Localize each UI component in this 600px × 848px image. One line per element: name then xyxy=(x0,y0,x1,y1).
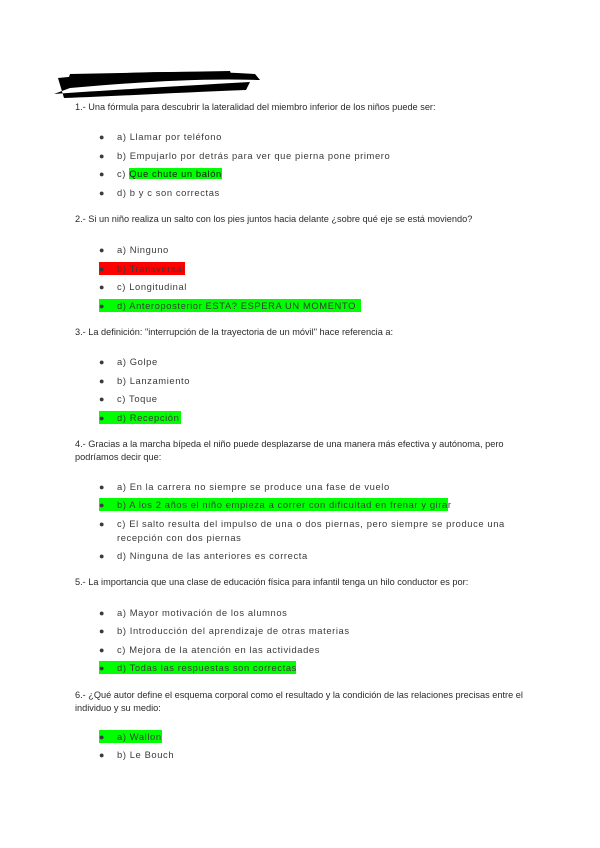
option-text: c) Toque xyxy=(117,393,158,404)
option-text: d) Ninguna de las anteriores es correcta xyxy=(117,550,308,561)
option-text: c) Mejora de la atención en las actividades xyxy=(117,644,320,655)
bullet: ● xyxy=(99,394,106,404)
bullet: ● xyxy=(99,245,106,255)
option-text: b) Transversal xyxy=(117,263,185,274)
bullet: ● xyxy=(99,357,106,367)
bullet: ● xyxy=(99,663,106,673)
option-text: c) El salto resulta del impulso de una o dos piernas, pero siempre se produce una recepción con dos piernas xyxy=(117,518,505,543)
bullet: ● xyxy=(99,188,106,198)
option-text: a) En la carrera no siempre se produce una fase de vuelo xyxy=(117,481,390,492)
option-text: d) b y c son correctas xyxy=(117,187,220,198)
bullet: ● xyxy=(99,301,106,311)
option-text: a) Mayor motivación de los alumnos xyxy=(117,607,288,618)
option-text: b) A los 2 años el niño empieza a correr con dificultad en frenar y girar xyxy=(117,499,452,510)
option-text: d) Todas las respuestas son correctas xyxy=(117,662,297,673)
question-4: 4.- Gracias a la marcha bípeda el niño puede desplazarse de una manera más efectiva y autónoma, pero podríamos decir que: xyxy=(75,439,504,462)
bullet: ● xyxy=(99,151,106,161)
bullet: ● xyxy=(99,551,106,561)
option-text: b) Introducción del aprendizaje de otras materias xyxy=(117,625,350,636)
bullet: ● xyxy=(99,282,106,292)
bullet: ● xyxy=(99,645,106,655)
option-text: a) Wallon xyxy=(117,731,162,742)
bullet: ● xyxy=(99,132,106,142)
option-prefix: c) xyxy=(117,168,127,179)
option-text: b) Lanzamiento xyxy=(117,375,191,386)
bullet: ● xyxy=(99,413,106,423)
option-text: a) Llamar por teléfono xyxy=(117,131,222,142)
option-text: a) Golpe xyxy=(117,356,158,367)
correct-answer-highlight: Que chute un balón xyxy=(129,168,222,179)
bullet: ● xyxy=(99,626,106,636)
bullet: ● xyxy=(99,750,106,760)
option-text: c) Longitudinal xyxy=(117,281,187,292)
option-text: b) Empujarlo por detrás para ver que pierna pone primero xyxy=(117,150,391,161)
bullet: ● xyxy=(99,169,106,179)
bullet: ● xyxy=(99,519,106,529)
question-6: 6.- ¿Qué autor define el esquema corporal como el resultado y la condición de las relaciones precisas entre el individuo y su medio: xyxy=(75,690,523,713)
bullet: ● xyxy=(99,482,106,492)
question-2: 2.- Si un niño realiza un salto con los pies juntos hacia delante ¿sobre qué eje se está moviendo? xyxy=(75,214,473,224)
bullet: ● xyxy=(99,608,106,618)
option-text: a) Ninguno xyxy=(117,244,169,255)
redacted-name-scribble xyxy=(50,68,265,100)
bullet: ● xyxy=(99,264,106,274)
question-5: 5.- La importancia que una clase de educación física para infantil tenga un hilo conductor es por: xyxy=(75,577,469,587)
option-text: d) Recepción xyxy=(117,412,180,423)
bullet: ● xyxy=(99,732,106,742)
bullet: ● xyxy=(99,376,106,386)
question-1: 1.- Una fórmula para descubrir la lateralidad del miembro inferior de los niños puede ser: xyxy=(75,102,436,112)
option-text xyxy=(117,167,222,181)
question-3: 3.- La definición: "interrupción de la trayectoria de un móvil" hace referencia a: xyxy=(75,327,394,337)
bullet: ● xyxy=(99,500,106,510)
option-text: b) Le Bouch xyxy=(117,749,175,760)
option-text: d) Anteroposterior ESTA? ESPERA UN MOMENTO xyxy=(117,300,356,311)
